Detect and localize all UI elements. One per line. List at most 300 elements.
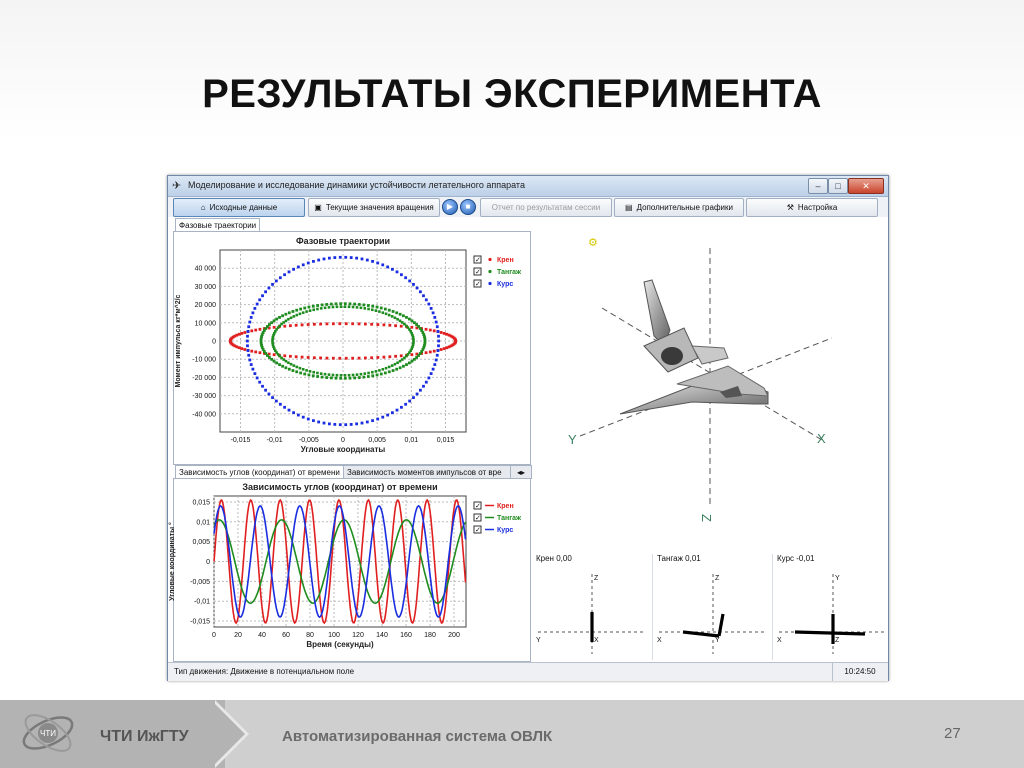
series-point-Тангаж: [284, 366, 287, 369]
series-point-Курс: [386, 414, 389, 417]
stop-icon[interactable]: ■: [460, 199, 476, 215]
series-point-Курс: [432, 311, 435, 314]
z-axis-label: Z: [699, 514, 714, 522]
series-point-Тангаж: [352, 374, 355, 377]
series-point-Курс: [408, 280, 411, 283]
series-point-Курс: [437, 340, 440, 343]
series-point-Курс: [256, 303, 259, 306]
series-point-Курс: [250, 363, 253, 366]
gauge-indicator: [683, 632, 719, 636]
series-point-Тангаж: [384, 308, 387, 311]
phase-panel: [173, 231, 531, 465]
series-point-Крен: [358, 357, 361, 360]
home-icon: ⌂: [200, 203, 206, 212]
status-time: 10:24:50: [832, 663, 887, 681]
window-title: Моделирование и исследование динамики устойчивости летательного аппарата: [188, 180, 525, 190]
legend-marker: [488, 258, 491, 261]
series-point-Тангаж: [293, 315, 296, 318]
series-point-Тангаж: [282, 358, 285, 361]
legend-label: Тангаж: [497, 515, 521, 522]
series-point-Тангаж: [293, 364, 296, 367]
series-point-Курс: [247, 330, 250, 333]
series-point-Тангаж: [371, 308, 374, 311]
series-point-Крен: [394, 355, 397, 358]
series-point-Крен: [364, 323, 367, 326]
view-3d[interactable]: [532, 218, 884, 554]
series-point-Тангаж: [388, 370, 391, 373]
series-point-Курс: [256, 377, 259, 380]
series-point-Тангаж: [275, 362, 278, 365]
check-icon: ✓: [475, 269, 481, 276]
settings-label: Настройка: [797, 203, 838, 212]
series-point-Тангаж: [344, 374, 347, 377]
time-chart: [169, 479, 530, 661]
series-point-Курс: [371, 419, 374, 422]
series-point-Курс: [268, 287, 271, 290]
status-text: Тип движения: Движение в потенциальном поле: [174, 667, 355, 676]
series-point-Крен: [370, 323, 373, 326]
series-point-Курс: [427, 377, 430, 380]
series-point-Курс: [258, 381, 261, 384]
x-tick-label: 80: [306, 632, 314, 639]
series-point-Крен: [243, 331, 246, 334]
series-point-Курс: [430, 372, 433, 375]
series-point-Тангаж: [316, 308, 319, 311]
series-point-Тангаж: [312, 305, 315, 308]
series-point-Крен: [250, 329, 253, 332]
series-point-Тангаж: [371, 371, 374, 374]
legend-label: Крен: [497, 503, 514, 510]
series-point-Тангаж: [411, 360, 414, 363]
series-point-Курс: [317, 421, 320, 424]
series-point-Крен: [289, 355, 292, 358]
series-point-Тангаж: [309, 309, 312, 312]
app-window: [167, 175, 889, 681]
series-point-Курс: [400, 406, 403, 409]
series-point-Курс: [422, 294, 425, 297]
series-point-Курс: [437, 344, 440, 347]
series-point-Крен: [289, 324, 292, 327]
series-point-Крен: [332, 322, 335, 325]
series-point-Курс: [430, 307, 433, 310]
x-tick-label: 20: [234, 632, 242, 639]
legend-label: Курс: [497, 281, 514, 288]
series-point-Крен: [307, 323, 310, 326]
series-point-Курс: [302, 416, 305, 419]
series-point-Крен: [376, 356, 379, 359]
series-point-Тангаж: [330, 377, 333, 380]
series-point-Тангаж: [281, 314, 284, 317]
series-point-Тангаж: [399, 313, 402, 316]
initial-data-button[interactable]: [173, 198, 305, 217]
series-point-Тангаж: [321, 304, 324, 307]
x-tick-label: -0,005: [298, 437, 319, 444]
gauge-axes: [773, 554, 891, 660]
series-point-Курс: [297, 414, 300, 417]
gauge-label: Крен 0,00: [536, 554, 572, 563]
orientation-gauge: [772, 554, 891, 660]
series-point-Тангаж: [396, 361, 399, 364]
orientation-gauge: [532, 554, 650, 660]
series-point-Тангаж: [401, 321, 404, 324]
legend-marker: [488, 282, 491, 285]
y-tick-label: 0,015: [192, 499, 210, 507]
gauge-axes: [532, 554, 650, 660]
series-point-Тангаж: [388, 314, 391, 317]
series-point-Тангаж: [380, 373, 383, 376]
series-point-Крен: [383, 323, 386, 326]
series-point-Тангаж: [340, 305, 343, 308]
series-point-Тангаж: [295, 309, 298, 312]
series-point-Тангаж: [358, 303, 361, 306]
series-point-Курс: [279, 276, 282, 279]
series-point-Тангаж: [302, 368, 305, 371]
series-point-Тангаж: [275, 318, 278, 321]
series-point-Крен: [338, 322, 341, 325]
series-point-Курс: [247, 354, 250, 357]
series-point-Курс: [275, 280, 278, 283]
series-point-Тангаж: [336, 374, 339, 377]
series-point-Тангаж: [344, 377, 347, 380]
series-point-Крен: [283, 325, 286, 328]
series-point-Курс: [312, 419, 315, 422]
y-tick-label: -20 000: [192, 374, 216, 382]
series-point-Тангаж: [305, 369, 308, 372]
series-point-Курс: [275, 400, 278, 403]
series-point-Курс: [246, 340, 249, 343]
series-point-Тангаж: [399, 320, 402, 323]
series-point-Крен: [313, 323, 316, 326]
series-point-Курс: [427, 303, 430, 306]
series-point-Тангаж: [332, 306, 335, 309]
series-point-Тангаж: [402, 365, 405, 368]
series-point-Крен: [295, 324, 298, 327]
x-tick-label: 180: [424, 632, 436, 639]
series-point-Курс: [333, 256, 336, 259]
y-tick-label: 0,005: [192, 539, 210, 547]
series-point-Тангаж: [362, 376, 365, 379]
series-point-Курс: [247, 349, 250, 352]
gauge-right-label: Y: [715, 637, 720, 644]
x-tick-label: 60: [282, 632, 290, 639]
series-point-Тангаж: [348, 374, 351, 377]
y-tick-label: 0: [212, 338, 216, 346]
series-point-Тангаж: [287, 361, 290, 364]
series-point-Крен: [400, 354, 403, 357]
footer-system: Автоматизированная система ОВЛК: [282, 728, 553, 745]
minimize-button[interactable]: –: [808, 178, 828, 194]
series-point-Тангаж: [423, 342, 426, 345]
series-point-Тангаж: [320, 307, 323, 310]
legend-marker: [488, 270, 491, 273]
series-point-Тангаж: [371, 305, 374, 308]
series-point-Курс: [419, 389, 422, 392]
series-point-Тангаж: [391, 315, 394, 318]
series-point-Крен: [351, 322, 354, 325]
gauge-left-label: Y: [536, 637, 541, 644]
x-tick-label: -0,01: [266, 437, 283, 444]
tab-phase-trajectories[interactable]: Фазовые траектории: [175, 218, 260, 232]
series-point-Тангаж: [339, 377, 342, 380]
series-point-Тангаж: [312, 371, 315, 374]
series-point-Тангаж: [305, 310, 308, 313]
series-point-Тангаж: [273, 319, 276, 322]
series-point-Курс: [361, 422, 364, 425]
series-point-Тангаж: [358, 376, 361, 379]
x-axis-label: X: [817, 431, 826, 446]
series-point-Курс: [251, 311, 254, 314]
series-point-Тангаж: [299, 372, 302, 375]
series-point-Крен: [243, 348, 246, 351]
series-point-Курс: [333, 423, 336, 426]
y-axis-label: Угловые координаты °: [169, 522, 176, 601]
compass-icon: ⚙: [588, 237, 598, 249]
chart-title: Фазовые траектории: [295, 236, 391, 246]
series-point-Тангаж: [340, 374, 343, 377]
close-button[interactable]: ✕: [848, 178, 884, 194]
series-point-Тангаж: [285, 360, 288, 363]
series-point-Тангаж: [363, 372, 366, 375]
series-point-Крен: [351, 357, 354, 360]
series-point-Тангаж: [411, 319, 414, 322]
series-point-Тангаж: [324, 307, 327, 310]
series-point-Курс: [416, 287, 419, 290]
y-tick-label: -10 000: [192, 356, 216, 364]
series-point-Тангаж: [402, 314, 405, 317]
series-point-Крен: [283, 354, 286, 357]
series-point-Крен: [319, 357, 322, 360]
series-point-Курс: [264, 290, 267, 293]
series-point-Курс: [366, 259, 369, 262]
extra-charts-label: Дополнительные графики: [636, 203, 733, 212]
series-point-Курс: [436, 325, 439, 328]
series-point-Тангаж: [302, 311, 305, 314]
series-point-Тангаж: [325, 376, 328, 379]
series-point-Тангаж: [367, 308, 370, 311]
series-point-Курс: [376, 418, 379, 421]
extra-charts-button[interactable]: [614, 198, 744, 217]
series-point-Крен: [433, 329, 436, 332]
check-icon: ✓: [475, 527, 481, 534]
series-point-Тангаж: [312, 374, 315, 377]
footer-org: ЧТИ ИжГТУ: [100, 728, 189, 745]
series-point-Курс: [307, 418, 310, 421]
series-point-Тангаж: [288, 311, 291, 314]
x-axis-label: Время (секунды): [306, 640, 374, 649]
y-tick-label: -0,005: [190, 578, 210, 586]
series-point-Тангаж: [316, 372, 319, 375]
series-point-Тангаж: [405, 363, 408, 366]
series-point-Тангаж: [335, 377, 338, 380]
x-tick-label: 140: [376, 632, 388, 639]
phase-chart: [174, 232, 530, 464]
series-point-Крен: [301, 356, 304, 359]
series-point-Тангаж: [388, 309, 391, 312]
series-point-Тангаж: [324, 373, 327, 376]
series-point-Тангаж: [292, 369, 295, 372]
series-point-Курс: [371, 260, 374, 263]
series-point-Крен: [345, 322, 348, 325]
series-point-Курс: [396, 270, 399, 273]
page-number: 27: [944, 725, 961, 742]
series-point-Тангаж: [348, 306, 351, 309]
series-point-Тангаж: [344, 302, 347, 305]
series-point-Курс: [302, 263, 305, 266]
series-point-Крен: [364, 357, 367, 360]
series-point-Крен: [388, 355, 391, 358]
series-point-Тангаж: [349, 377, 352, 380]
series-point-Курс: [355, 422, 358, 425]
series-point-Курс: [425, 381, 428, 384]
series-point-Крен: [326, 357, 329, 360]
gauge-right-label: Z: [835, 637, 840, 644]
series-point-Тангаж: [328, 373, 331, 376]
series-point-Крен: [240, 347, 243, 350]
series-point-Тангаж: [378, 310, 381, 313]
series-point-Тангаж: [394, 316, 397, 319]
series-point-Курс: [391, 411, 394, 414]
series-point-Курс: [339, 423, 342, 426]
slide-title: РЕЗУЛЬТАТЫ ЭКСПЕРИМЕНТА: [202, 72, 822, 116]
series-point-Тангаж: [303, 373, 306, 376]
rotation-values-button[interactable]: [308, 198, 440, 217]
series-point-Тангаж: [394, 363, 397, 366]
series-point-Тангаж: [288, 368, 291, 371]
series-point-Крен: [345, 357, 348, 360]
series-point-Крен: [238, 346, 241, 349]
series-point-Курс: [412, 396, 415, 399]
settings-button[interactable]: [746, 198, 878, 217]
series-point-Курс: [328, 422, 331, 425]
series-point-Курс: [435, 321, 438, 324]
series-point-Крен: [443, 347, 446, 350]
y-tick-label: -30 000: [192, 393, 216, 401]
series-point-Тангаж: [382, 368, 385, 371]
chart-title: Зависимость углов (координат) от времени: [242, 482, 438, 492]
series-point-Тангаж: [296, 366, 299, 369]
logo-text: ЧТИ: [40, 729, 56, 738]
series-point-Курс: [246, 344, 249, 347]
y-axis-label: Момент импульса кг*м^2/с: [175, 294, 182, 388]
series-point-Крен: [383, 356, 386, 359]
series-point-Крен: [307, 356, 310, 359]
series-point-Тангаж: [395, 311, 398, 314]
series-point-Курс: [297, 266, 300, 269]
gauge-label: Тангаж 0,01: [657, 554, 701, 563]
series-point-Тангаж: [332, 374, 335, 377]
tab-scroll-arrows[interactable]: ◂▸: [510, 465, 532, 479]
maximize-button[interactable]: □: [828, 178, 848, 194]
series-point-Курс: [312, 260, 315, 263]
series-point-Курс: [288, 270, 291, 273]
y-tick-label: 10 000: [194, 320, 216, 328]
app-icon: ✈: [172, 180, 182, 192]
series-point-Тангаж: [392, 369, 395, 372]
series-point-Курс: [323, 258, 326, 261]
series-point-Курс: [396, 409, 399, 412]
series-point-Курс: [408, 400, 411, 403]
series-point-Крен: [319, 323, 322, 326]
tab-moments-time[interactable]: Зависимость моментов импульсов от вре: [343, 465, 516, 479]
series-point-Тангаж: [395, 368, 398, 371]
series-point-Крен: [313, 356, 316, 359]
initial-data-label: Исходные данные: [209, 203, 278, 212]
series-point-Тангаж: [408, 362, 411, 365]
series-point-Курс: [292, 411, 295, 414]
series-point-Курс: [435, 359, 438, 362]
x-tick-label: 100: [328, 632, 340, 639]
toolbar: [168, 197, 888, 217]
series-point-Тангаж: [384, 372, 387, 375]
series-point-Курс: [307, 262, 310, 265]
series-point-Тангаж: [392, 310, 395, 313]
series-point-Курс: [350, 423, 353, 426]
series-point-Курс: [381, 263, 384, 266]
series-point-Крен: [376, 323, 379, 326]
series-point-Крен: [425, 351, 428, 354]
tab-angles-time[interactable]: Зависимость углов (координат) от времени: [175, 465, 344, 479]
window-titlebar[interactable]: [168, 176, 888, 197]
series-point-Курс: [437, 349, 440, 352]
series-point-Тангаж: [388, 366, 391, 369]
series-point-Тангаж: [299, 308, 302, 311]
series-point-Тангаж: [413, 321, 416, 324]
series-point-Тангаж: [352, 306, 355, 309]
series-point-Тангаж: [284, 313, 287, 316]
series-point-Тангаж: [367, 375, 370, 378]
gauge-up-label: Z: [594, 575, 599, 582]
series-point-Тангаж: [290, 316, 293, 319]
series-point-Тангаж: [320, 372, 323, 375]
series-point-Тангаж: [391, 364, 394, 367]
series-point-Курс: [416, 393, 419, 396]
series-point-Курс: [404, 403, 407, 406]
series-point-Курс: [425, 298, 428, 301]
series-point-Тангаж: [270, 358, 273, 361]
check-icon: ✓: [475, 503, 481, 510]
series-point-Курс: [350, 256, 353, 259]
series-point-Тангаж: [405, 316, 408, 319]
series-point-Крен: [259, 328, 262, 331]
series-point-Курс: [250, 316, 253, 319]
series-point-Курс: [283, 406, 286, 409]
series-point-Тангаж: [321, 376, 324, 379]
x-tick-label: 0: [341, 437, 345, 444]
series-point-Тангаж: [308, 374, 311, 377]
y-tick-label: 0,01: [196, 519, 210, 527]
play-icon[interactable]: ▶: [442, 199, 458, 215]
x-tick-label: 120: [352, 632, 364, 639]
series-point-Тангаж: [385, 313, 388, 316]
series-point-Тангаж: [278, 316, 281, 319]
series-point-Курс: [248, 359, 251, 362]
series-point-Тангаж: [356, 373, 359, 376]
series-point-Курс: [412, 283, 415, 286]
series-point-Тангаж: [292, 310, 295, 313]
series-point-Курс: [355, 257, 358, 260]
series-point-Тангаж: [375, 370, 378, 373]
y-tick-label: 30 000: [194, 283, 216, 291]
legend-label: Тангаж: [497, 269, 521, 276]
session-report-button[interactable]: Отчет по результатам сессии: [480, 198, 612, 217]
series-point-Крен: [273, 353, 276, 356]
y-tick-label: -0,01: [194, 598, 210, 606]
series-point-Крен: [254, 329, 257, 332]
y-tick-label: 20 000: [194, 302, 216, 310]
series-point-Курс: [258, 298, 261, 301]
x-tick-label: 40: [258, 632, 266, 639]
y-tick-label: 40 000: [194, 265, 216, 273]
